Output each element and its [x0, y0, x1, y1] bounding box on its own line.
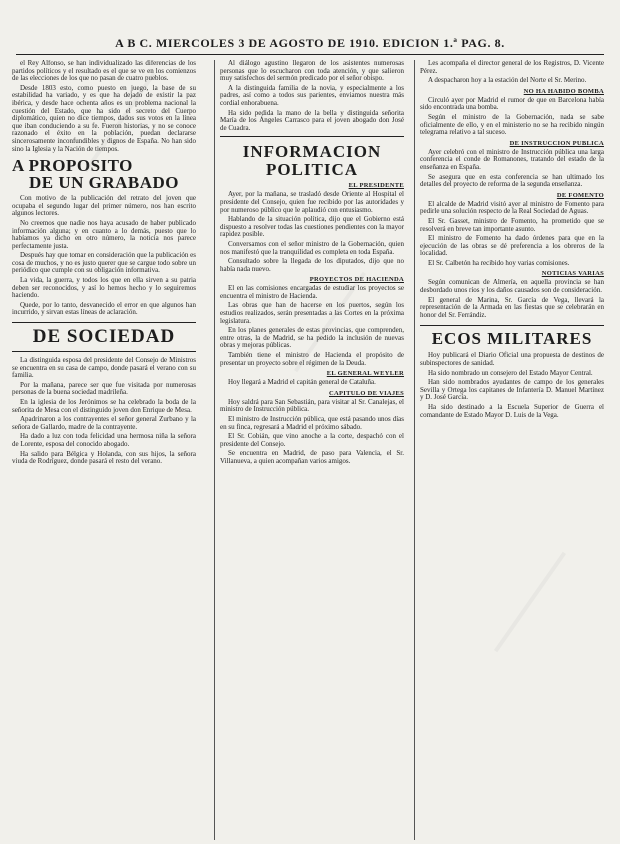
paragraph: Ayer, por la mañana, se trasladó desde Oriente al Hospital el presidente del Consejo, quien fue recibido por las autoridades y por numeroso público que le aplaudió con entusiasmo.	[220, 190, 404, 214]
paragraph: Ha sido nombrado un consejero del Estado Mayor Central.	[428, 368, 593, 377]
subhead-bomba: NO HA HABIDO BOMBA	[523, 87, 604, 95]
paragraph: Se asegura que en esta conferencia se han ultimado los detalles del proyecto de reforma de la segunda enseñanza.	[420, 172, 604, 189]
paragraph: A despacharon hoy a la estación del Norte el Sr. Merino.	[428, 76, 587, 85]
paragraph: Ayer celebró con el ministro de Instrucción pública una larga conferencia el conde de Romanones, tratando del estado de la enseñanza en España.	[420, 147, 604, 171]
paragraph: Circuló ayer por Madrid el rumor de que en Barcelona había sido encontrada una bomba.	[420, 95, 604, 112]
paragraph: Hoy publicará el Diario Oficial una propuesta de destinos de subinspectores de sanidad.	[420, 351, 604, 368]
paragraph: Las obras que han de hacerse en los puertos, según los estudios realizados, serán presentadas a las Cortes en la próxima legislatura.	[220, 301, 404, 325]
paragraph: Hoy llegará a Madrid el capitán general de Cataluña.	[228, 378, 376, 387]
headline-de-sociedad: DE SOCIEDAD	[12, 322, 196, 352]
paragraph: Después hay que tomar en consideración que la publicación es cosa de muchos, y no es justo querer que se cargue todo sobre un periódico que cumple con su obligación informativa.	[12, 251, 196, 275]
headline-informacion: INFORMACION	[242, 142, 382, 162]
column-rule-2	[414, 60, 415, 840]
paragraph: Conversamos con el señor ministro de la Gobernación, quien nos manifestó que la tranquilidad es completa en toda España.	[220, 239, 404, 256]
paragraph: También tiene el ministro de Hacienda el propósito de presentar un proyecto sobre el régimen de la Deuda.	[220, 351, 404, 367]
headline-de-un-grabado: DE UN GRABADO	[28, 173, 180, 193]
subhead-hacienda: PROYECTOS DE HACIENDA	[309, 276, 404, 284]
headline-ecos-militares: ECOS MILITARES	[420, 325, 604, 349]
paragraph: Ha salido para Bélgica y Holanda, con sus hijos, la señora viuda de Rodríguez, donde pasará el resto del verano.	[12, 449, 196, 466]
subhead-weyler: EL GENERAL WEYLER	[326, 370, 404, 378]
paragraph: Les acompaña el director general de los Registros, D. Vicente Pérez.	[420, 60, 604, 75]
paragraph: Ha dado a luz con toda felicidad una hermosa niña la señora de Lorente, esposa del conocido abogado.	[12, 432, 196, 448]
paragraph: Con motivo de la publicación del retrato del joven que ocupaba el segundo lugar del primer número, nos han escrito algunos lectores.	[12, 194, 196, 218]
paragraph: Desde 1803 esto, como puesto en juego, la base de su estabilidad ha variado, y es que ha dejado de existir la paz ibérica, y desde hace ochenta años es un problema nacional la cuestión del Estado, que ha sido el secreto del Cuerpo diplomático, quien no dice tiempos, dados sus votos en la línea que iban conduciendo a su fe. Fueron historias, y no se conoce razonado el éxito en la población, puedan declararse sincerosamente inconfundibles y dignos de España. No han sido sino la Iglesia y la Nación de tiempos.	[12, 83, 196, 153]
paragraph: Hoy saldrá para San Sebastián, para visitar al Sr. Canalejas, el ministro de Instrucción pública.	[220, 397, 404, 414]
column-2	[220, 60, 404, 840]
column-rule-1	[214, 60, 215, 840]
subhead-instruccion: DE INSTRUCCION PUBLICA	[509, 139, 604, 147]
paragraph: El alcalde de Madrid visitó ayer al ministro de Fomento para pedirle una solución respecto de la Real Sociedad de Aguas.	[420, 199, 604, 216]
paragraph: Apadrinaron a los contrayentes el señor general Zurbano y la señora de Gallardo, madre de la contrayente.	[12, 415, 196, 431]
column-1	[12, 60, 196, 840]
paragraph: Ha sido destinado a la Escuela Superior de Guerra el comandante de Estado Mayor D. Luis de la Vega.	[420, 403, 604, 419]
paragraph: el Rey Alfonso, se han individualizado las diferencias de los partidos políticos y el resultado es el que se ve en los comienzos de las elecciones de los que no pasan de cuatro pueblos.	[12, 60, 196, 83]
paragraph: El Sr. Calbetón ha recibido hoy varias comisiones.	[428, 258, 570, 267]
subhead-viajes: CAPITULO DE VIAJES	[329, 389, 404, 397]
paragraph: En los planes generales de estas provincias, que comprenden, entre otras, la de Madrid, se ha pedido la inclusión de nuevas obras y mejoras públicas.	[220, 326, 404, 350]
paragraph: Por la mañana, parece ser que fue visitada por numerosas personas de la buena sociedad madrileña.	[12, 380, 196, 397]
paragraph: El en las comisiones encargadas de estudiar los proyectos se encuentra el ministro de Hacienda.	[220, 284, 404, 300]
paragraph: Según comunican de Almería, en aquella provincia se han desbordado unos ríos y los daños causados son de consideración.	[420, 278, 604, 295]
paragraph: Se encuentra en Madrid, de paso para Valencia, el Sr. Villanueva, a quien acompañan varios amigos.	[220, 449, 404, 465]
paragraph: Han sido nombrados ayudantes de campo de los generales Sevilla y Ortega los capitanes de Infantería D. Manuel Martínez y D. José García.	[420, 378, 604, 402]
headline-politica: POLITICA	[265, 160, 359, 180]
headline-a-proposito: A PROPOSITO	[12, 156, 133, 176]
paragraph: Al diálogo agustino llegaron de los asistentes numerosas personas que lo escucharon con toda atención, y que salieron muy satisfechos del sermón predicado por el señor obispo.	[220, 60, 404, 83]
subhead-varias: NOTICIAS VARIAS	[541, 270, 604, 278]
masthead: A B C. MIERCOLES 3 DE AGOSTO DE 1910. EDICION 1.ª PAG. 8.	[16, 36, 604, 55]
paragraph: Ha sido pedida la mano de la bella y distinguida señorita María de los Ángeles Carrasco para el joven abogado don José de Cuadra.	[220, 108, 404, 132]
paragraph: No creemos que nadie nos haya acusado de haber publicado información alguna; y en cuanto a lo demás, puesto que lo habíamos ya dicho en otro número, la noticia nos parece perfectamente justa.	[12, 218, 196, 250]
paragraph: La vida, la guerra, y todos los que en ella sirven a su patria deben ser reconocidos, y así lo hemos hecho y lo seguiremos haciendo.	[12, 276, 196, 300]
subhead-presidente: EL PRESIDENTE	[348, 182, 404, 190]
paragraph: Hablando de la situación política, dijo que el Gobierno está dispuesto a resolver todas las cuestiones pendientes con la mayor rapidez posible.	[220, 215, 404, 239]
paragraph: El ministro de Instrucción pública, que está pasando unos días en su finca, regresará a Madrid el próximo sábado.	[220, 415, 404, 431]
paragraph: El Sr. Cobián, que vino anoche a la corte, despachó con el presidente del Consejo.	[220, 432, 404, 448]
paragraph: A la distinguida familia de la novia, y especialmente a los padres, así como a todos sus parientes, enviamos nuestra más cordial enhorabuena.	[220, 83, 404, 107]
paragraph: El general de Marina, Sr. García de Vega, llevará la representación de la Armada en las fiestas que se celebrarán en honor del Sr. Ferrándiz.	[420, 295, 604, 319]
paragraph: Según el ministro de la Gobernación, nada se sabe oficialmente de ello, y en el ministerio no se ha recibido ningún telegrama relativo a tal suceso.	[420, 112, 604, 137]
column-3	[420, 60, 604, 840]
paragraph: Quede, por lo tanto, desvanecido el error en que algunos han incurrido, y sirvan estas líneas de aclaración.	[12, 300, 196, 317]
paragraph: En la iglesia de los Jerónimos se ha celebrado la boda de la señorita de Mesa con el distinguido joven don Enrique de Mesa.	[12, 398, 196, 414]
subhead-fomento: DE FOMENTO	[556, 191, 604, 199]
paragraph: El ministro de Fomento ha dado órdenes para que en la ejecución de las obras se dé preferencia a los obreros de la localidad.	[420, 234, 604, 258]
paragraph: El Sr. Gasset, ministro de Fomento, ha prometido que se resolverá en breve tan importante asunto.	[420, 216, 604, 233]
paragraph: La distinguida esposa del presidente del Consejo de Ministros se encuentra en su casa de campo, donde pasará el verano con su familia.	[12, 356, 196, 380]
paragraph: Consultado sobre la llegada de los diputados, dijo que no había nada nuevo.	[220, 257, 404, 273]
